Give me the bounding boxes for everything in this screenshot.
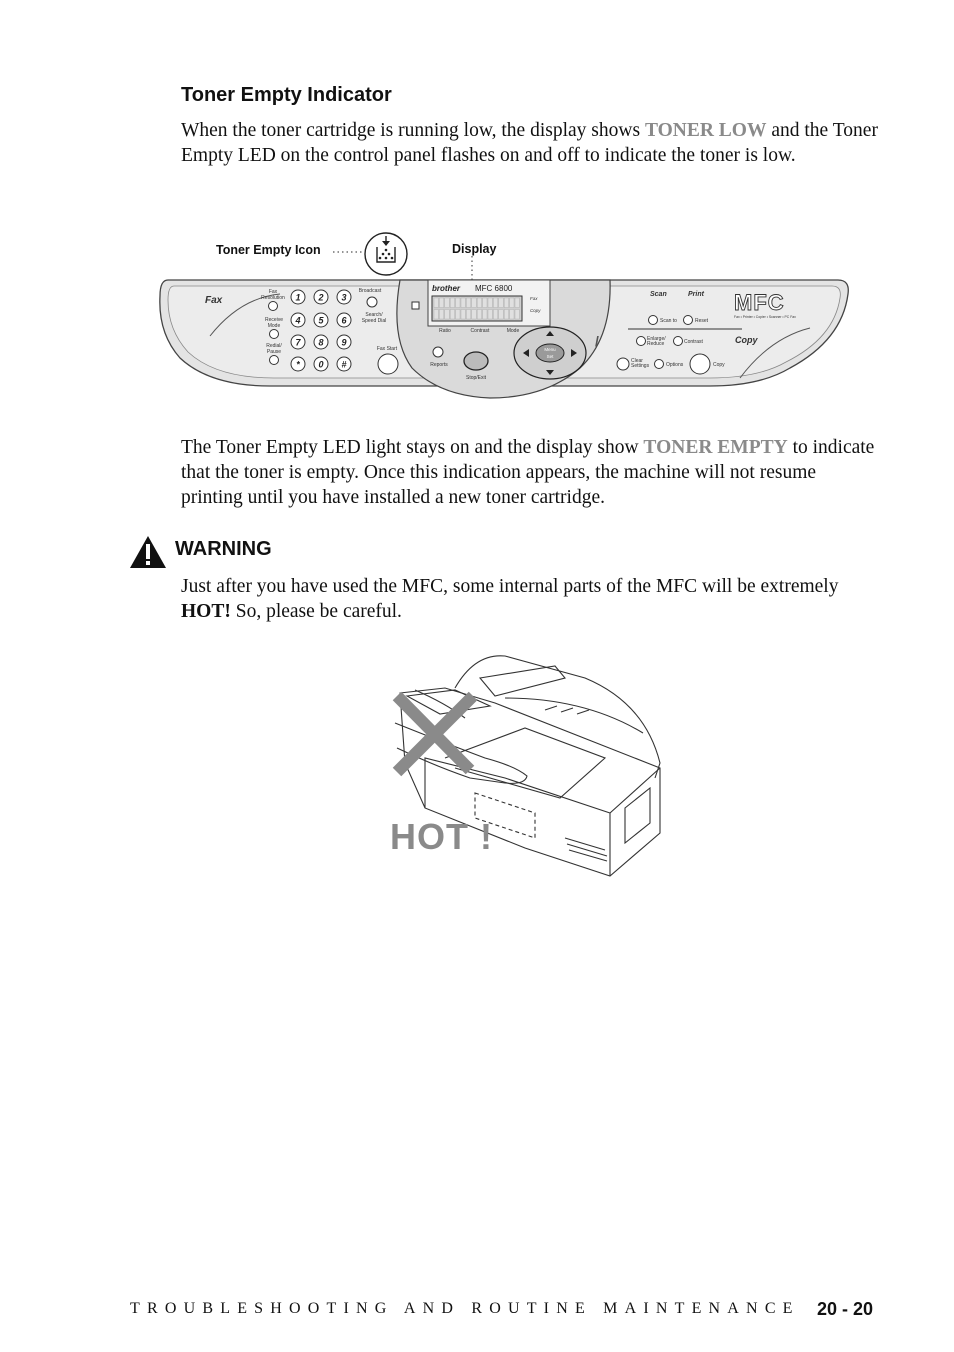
svg-text:Contrast: Contrast <box>470 328 490 334</box>
lcd-cell <box>434 310 438 320</box>
dial-key-label-7: 8 <box>318 337 324 348</box>
lcd-cell <box>434 298 438 308</box>
lcd-cell <box>483 298 487 308</box>
svg-text:Set: Set <box>546 354 554 359</box>
dial-key-label-5: 6 <box>341 315 347 326</box>
lcd-cell <box>472 298 476 308</box>
svg-text:Pause: Pause <box>266 349 282 355</box>
reset-button[interactable] <box>684 316 693 325</box>
paragraph-toner-low <box>181 118 881 168</box>
para1-text-a: When the toner cartridge is running low, the display shows <box>181 120 645 141</box>
lcd-cell <box>488 310 492 320</box>
svg-text:Reduce: Reduce <box>647 341 665 347</box>
display-callout: Display <box>452 242 497 256</box>
toner-led <box>412 302 419 309</box>
lcd-cell <box>439 310 443 320</box>
redial-pause-button[interactable] <box>270 356 279 365</box>
broadcast-button[interactable] <box>367 297 377 307</box>
toner-low-term: TONER LOW <box>644 120 767 141</box>
lcd-cell <box>483 310 487 320</box>
dial-key-label-1: 2 <box>318 292 324 303</box>
contrast-copy-button[interactable] <box>674 337 683 346</box>
options-button[interactable] <box>655 360 664 369</box>
lcd-cell <box>493 298 497 308</box>
svg-text:Reset: Reset <box>695 318 709 324</box>
svg-text:Menu: Menu <box>544 347 556 352</box>
svg-text:Options: Options <box>666 362 684 368</box>
svg-text:Copy: Copy <box>713 362 725 368</box>
svg-text:Print: Print <box>688 291 704 298</box>
lcd-cell <box>499 298 503 308</box>
lcd-cell <box>493 310 497 320</box>
dial-key-label-11: # <box>341 359 347 370</box>
svg-text:Speed Dial: Speed Dial <box>361 318 387 324</box>
svg-text:Receive: Receive <box>264 317 284 323</box>
svg-text:Search/: Search/ <box>365 312 383 318</box>
toner-empty-term: TONER EMPTY <box>643 437 788 458</box>
fax-resolution-button[interactable] <box>269 302 278 311</box>
lcd-cell <box>461 298 465 308</box>
fax-start-button[interactable] <box>378 354 398 374</box>
lcd-cell <box>445 310 449 320</box>
lcd-cell <box>472 310 476 320</box>
svg-text:Ratio: Ratio <box>439 328 451 334</box>
lcd-cell <box>477 310 481 320</box>
receive-mode-button[interactable] <box>270 330 279 339</box>
svg-text:Mode: Mode <box>267 323 281 329</box>
fax-script-label: Fax <box>205 295 223 306</box>
svg-text:Redial/: Redial/ <box>266 343 282 349</box>
lcd-cell <box>456 298 460 308</box>
lcd-cell <box>466 310 470 320</box>
svg-text:Fax • Printer • Copier • Scann: Fax • Printer • Copier • Scanner • PC Fax <box>734 315 796 319</box>
lcd-cell <box>510 298 514 308</box>
svg-text:/: / <box>595 333 599 349</box>
svg-text:Fax: Fax <box>530 296 538 301</box>
dial-key-label-8: 9 <box>341 337 347 348</box>
svg-text:Broadcast: Broadcast <box>358 288 382 294</box>
lcd-cell <box>439 298 443 308</box>
svg-text:Mode: Mode <box>506 328 520 334</box>
lcd-cell <box>450 310 454 320</box>
paragraph-toner-empty <box>181 435 881 510</box>
dial-key-label-10: 0 <box>318 359 324 370</box>
footer-section-title: TROUBLESHOOTING AND ROUTINE MAINTENANCE <box>130 1300 800 1317</box>
lcd-cell <box>515 298 519 308</box>
lcd-cell <box>510 310 514 320</box>
lcd-cell <box>466 298 470 308</box>
page-number: 20 - 20 <box>817 1299 874 1319</box>
svg-text:Fax Start: Fax Start <box>376 346 398 352</box>
warning-title: WARNING <box>175 538 272 560</box>
lcd-cell <box>515 310 519 320</box>
svg-text:Resolution: Resolution <box>261 295 285 301</box>
para2-text-b: to indicate that the toner is empty. Once this indication appears, the machine will not resume printing until you have installed a new toner cartridge. <box>181 437 875 508</box>
dial-key-label-4: 5 <box>318 315 324 326</box>
svg-text:Fax: Fax <box>268 289 278 295</box>
lcd-cell <box>461 310 465 320</box>
lcd-cell <box>477 298 481 308</box>
hot-warning-figure <box>385 648 670 883</box>
lcd-cell <box>504 310 508 320</box>
scan-to-button[interactable] <box>649 316 658 325</box>
model-name: MFC 6800 <box>475 284 513 293</box>
para2-text-a: The Toner Empty LED light stays on and the display show <box>181 437 644 458</box>
clear-settings-button[interactable] <box>617 358 629 370</box>
lcd-cell <box>445 298 449 308</box>
dial-key-label-6: 7 <box>295 337 301 348</box>
dial-key-label-3: 4 <box>295 315 301 326</box>
control-panel-figure <box>150 228 855 403</box>
lcd-cell <box>456 310 460 320</box>
lcd-cell <box>450 298 454 308</box>
hot-emphasis: HOT! <box>181 601 231 622</box>
brother-logo: brother <box>432 284 460 293</box>
svg-text:Clear: Clear <box>631 358 643 364</box>
copy-key-button[interactable] <box>690 354 710 374</box>
enlarge-reduce-button[interactable] <box>637 337 646 346</box>
svg-text:Contrast: Contrast <box>684 339 703 345</box>
hot-label: HOT ! <box>390 816 493 857</box>
lcd-cell <box>499 310 503 320</box>
control-panel-drawing <box>150 228 855 403</box>
svg-text:Enlarge/: Enlarge/ <box>647 336 666 342</box>
toner-empty-icon-callout: Toner Empty Icon <box>216 243 321 257</box>
svg-text:Copy: Copy <box>530 308 541 313</box>
svg-text:Stop/Exit: Stop/Exit <box>465 375 487 381</box>
svg-text:Settings: Settings <box>631 363 650 369</box>
svg-text:Scan: Scan <box>650 291 667 298</box>
para1-text-b: and the Toner Empty LED on the control panel flashes on and off to indicate the toner is low. <box>181 120 878 166</box>
svg-text:Scan to: Scan to <box>660 318 677 324</box>
warning-icon <box>129 535 167 569</box>
lcd-cell <box>504 298 508 308</box>
svg-text:Reports: Reports <box>430 362 448 368</box>
mfc-logo: MFC <box>734 290 785 315</box>
reports-button[interactable] <box>433 347 443 357</box>
dial-key-label-9: * <box>296 359 300 370</box>
dial-key-label-0: 1 <box>295 292 301 303</box>
copy-script-label: Copy <box>735 335 758 345</box>
section-heading: Toner Empty Indicator <box>181 84 392 106</box>
warning-text: Just after you have used the MFC, some internal parts of the MFC will be extremely HOT! So, please be careful. <box>181 576 839 622</box>
lcd-cell <box>488 298 492 308</box>
stop-exit-button[interactable] <box>464 352 488 370</box>
dial-key-label-2: 3 <box>341 292 347 303</box>
